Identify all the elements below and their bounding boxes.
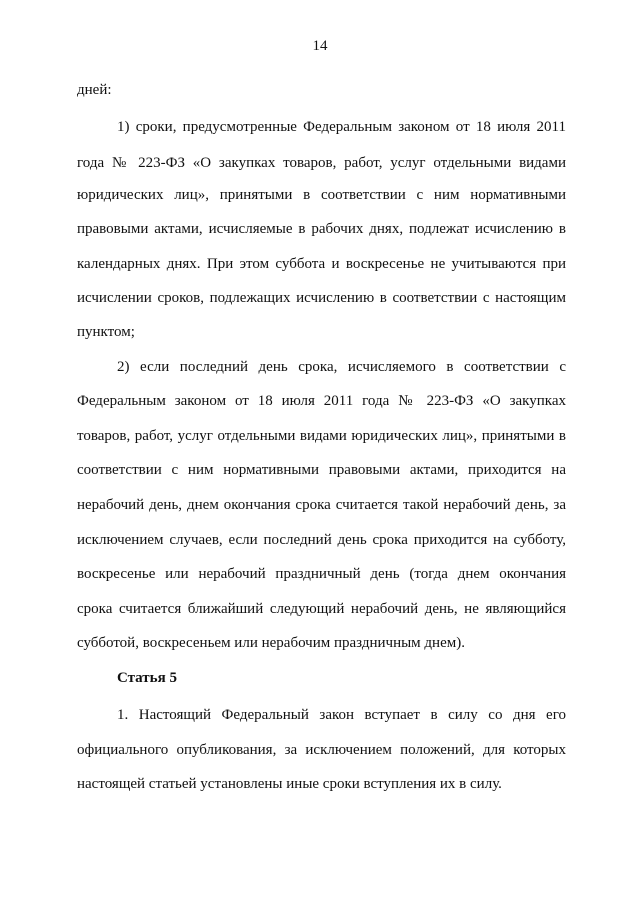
text-line: Федеральным законом от 18 июля 2011 года № 223-ФЗ «О закупках xyxy=(77,393,566,409)
text-line: пунктом; xyxy=(77,324,135,340)
text-line: года № 223-ФЗ «О закупках товаров, работ, услуг отдельными видами xyxy=(77,155,566,171)
page-number: 14 xyxy=(312,38,328,54)
text-line: настоящей статьей установлены иные сроки вступления их в силу. xyxy=(77,776,502,792)
text-line: субботой, воскресеньем или нерабочим праздничным днем). xyxy=(77,635,465,651)
text-line: срока считается ближайший следующий нерабочий день, не являющийся xyxy=(77,601,566,617)
text-line: дней: xyxy=(77,82,112,98)
text-line: товаров, работ, услуг отдельными видами юридических лиц», принятыми в xyxy=(77,428,566,444)
text-line: соответствии с ним нормативными правовыми актами, приходится на xyxy=(77,462,566,478)
text-line: 2) если последний день срока, исчисляемого в соответствии с xyxy=(117,359,566,375)
text-line: календарных днях. При этом суббота и воскресенье не учитываются при xyxy=(77,256,566,272)
text-line: 1) сроки, предусмотренные Федеральным законом от 18 июля 2011 xyxy=(117,119,566,135)
text-line: нерабочий день, днем окончания срока считается такой нерабочий день, за xyxy=(77,497,566,513)
text-line: юридических лиц», принятыми в соответствии с ним нормативными xyxy=(77,187,566,203)
text-line: воскресенье или нерабочий праздничный день (тогда днем окончания xyxy=(77,566,566,582)
text-line: официального опубликования, за исключением положений, для которых xyxy=(77,742,566,758)
text-line: 1. Настоящий Федеральный закон вступает в силу со дня его xyxy=(117,707,566,723)
article-heading: Статья 5 xyxy=(117,670,177,686)
text-line: правовыми актами, исчисляемые в рабочих днях, подлежат исчислению в xyxy=(77,221,566,237)
text-line: исчислении сроков, подлежащих исчислению в соответствии с настоящим xyxy=(77,290,566,306)
text-line: исключением случаев, если последний день срока приходится на субботу, xyxy=(77,532,566,548)
